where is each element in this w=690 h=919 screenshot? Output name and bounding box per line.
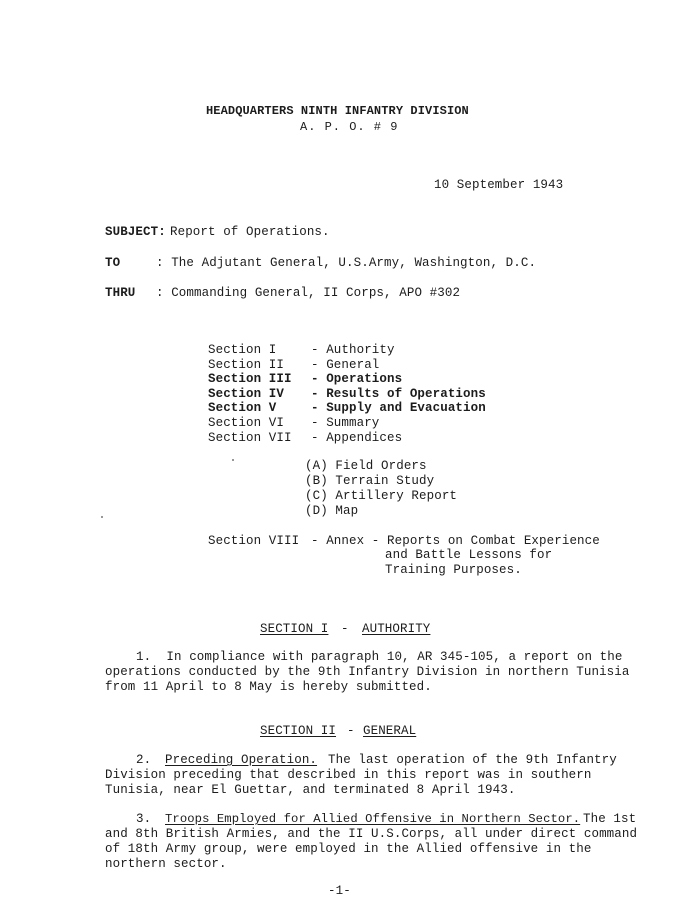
scan-speck — [232, 459, 234, 461]
contents-section-title: - Results of Operations — [311, 387, 486, 401]
contents-section-num: Section II — [208, 358, 285, 372]
section1-heading-dash: - — [341, 622, 349, 636]
contents-section-title: - Authority — [311, 343, 395, 357]
para3-line4: northern sector. — [105, 857, 227, 871]
para3-title: Troops Employed for Allied Offensive in Northern Sector. — [165, 812, 581, 826]
para2-line1: The last operation of the 9th Infantry — [328, 753, 617, 767]
subject-value: Report of Operations. — [170, 225, 330, 239]
contents-section-num: Section VII — [208, 431, 292, 445]
contents-section-num: Section V — [208, 401, 277, 415]
para2-title: Preceding Operation. — [165, 753, 318, 767]
section1-heading-number: SECTION I — [260, 622, 329, 636]
contents-section-num: Section IV — [208, 387, 285, 401]
section2-heading-number: SECTION II — [260, 724, 337, 738]
contents-section-title: - General — [311, 358, 380, 372]
para3-line3: of 18th Army group, were employed in the Allied offensive in the — [105, 842, 592, 856]
contents-section-title: - Appendices — [311, 431, 403, 445]
thru-label: THRU — [105, 286, 136, 300]
para2-line2: Division preceding that described in this report was in southern — [105, 768, 592, 782]
para1-line3: from 11 April to 8 May is hereby submitted. — [105, 680, 432, 694]
page-number: -1- — [328, 884, 351, 898]
header-line1: HEADQUARTERS NINTH INFANTRY DIVISION — [206, 104, 469, 118]
scan-speck — [101, 516, 103, 518]
contents-section8-title-line3: Training Purposes. — [385, 563, 522, 577]
header-line2: A. P. O. # 9 — [300, 120, 399, 134]
contents-section8-title-line2: and Battle Lessons for — [385, 548, 553, 562]
contents-section8-title-line1: - Annex - Reports on Combat Experience — [311, 534, 600, 548]
para3-line2: and 8th British Armies, and the II U.S.Corps, all under direct command — [105, 827, 638, 841]
section2-heading-title: GENERAL — [363, 724, 417, 738]
contents-section-title: - Supply and Evacuation — [311, 401, 486, 415]
para2-line3: Tunisia, near El Guettar, and terminated 8 April 1943. — [105, 783, 516, 797]
appendix-item: (D) Map — [305, 504, 359, 518]
contents-section-num: Section I — [208, 343, 277, 357]
to-value: : The Adjutant General, U.S.Army, Washington, D.C. — [156, 256, 537, 270]
to-label: TO — [105, 256, 121, 270]
subject-label: SUBJECT: — [105, 225, 166, 239]
contents-section8-num: Section VIII — [208, 534, 300, 548]
thru-value: : Commanding General, II Corps, APO #302 — [156, 286, 461, 300]
appendix-item: (A) Field Orders — [305, 459, 427, 473]
section1-heading-title: AUTHORITY — [362, 622, 431, 636]
section2-heading-dash: - — [347, 724, 355, 738]
para3-line1: The 1st — [583, 812, 637, 826]
para3-number: 3. — [136, 812, 152, 826]
appendix-item: (C) Artillery Report — [305, 489, 458, 503]
appendix-item: (B) Terrain Study — [305, 474, 435, 488]
contents-section-title: - Operations — [311, 372, 403, 386]
contents-section-num: Section VI — [208, 416, 285, 430]
contents-section-num: Section III — [208, 372, 292, 386]
para2-number: 2. — [136, 753, 152, 767]
contents-section-title: - Summary — [311, 416, 380, 430]
para1-line1: 1. In compliance with paragraph 10, AR 345-105, a report on the — [136, 650, 623, 664]
document-date: 10 September 1943 — [434, 178, 564, 192]
para1-line2: operations conducted by the 9th Infantry Division in northern Tunisia — [105, 665, 630, 679]
